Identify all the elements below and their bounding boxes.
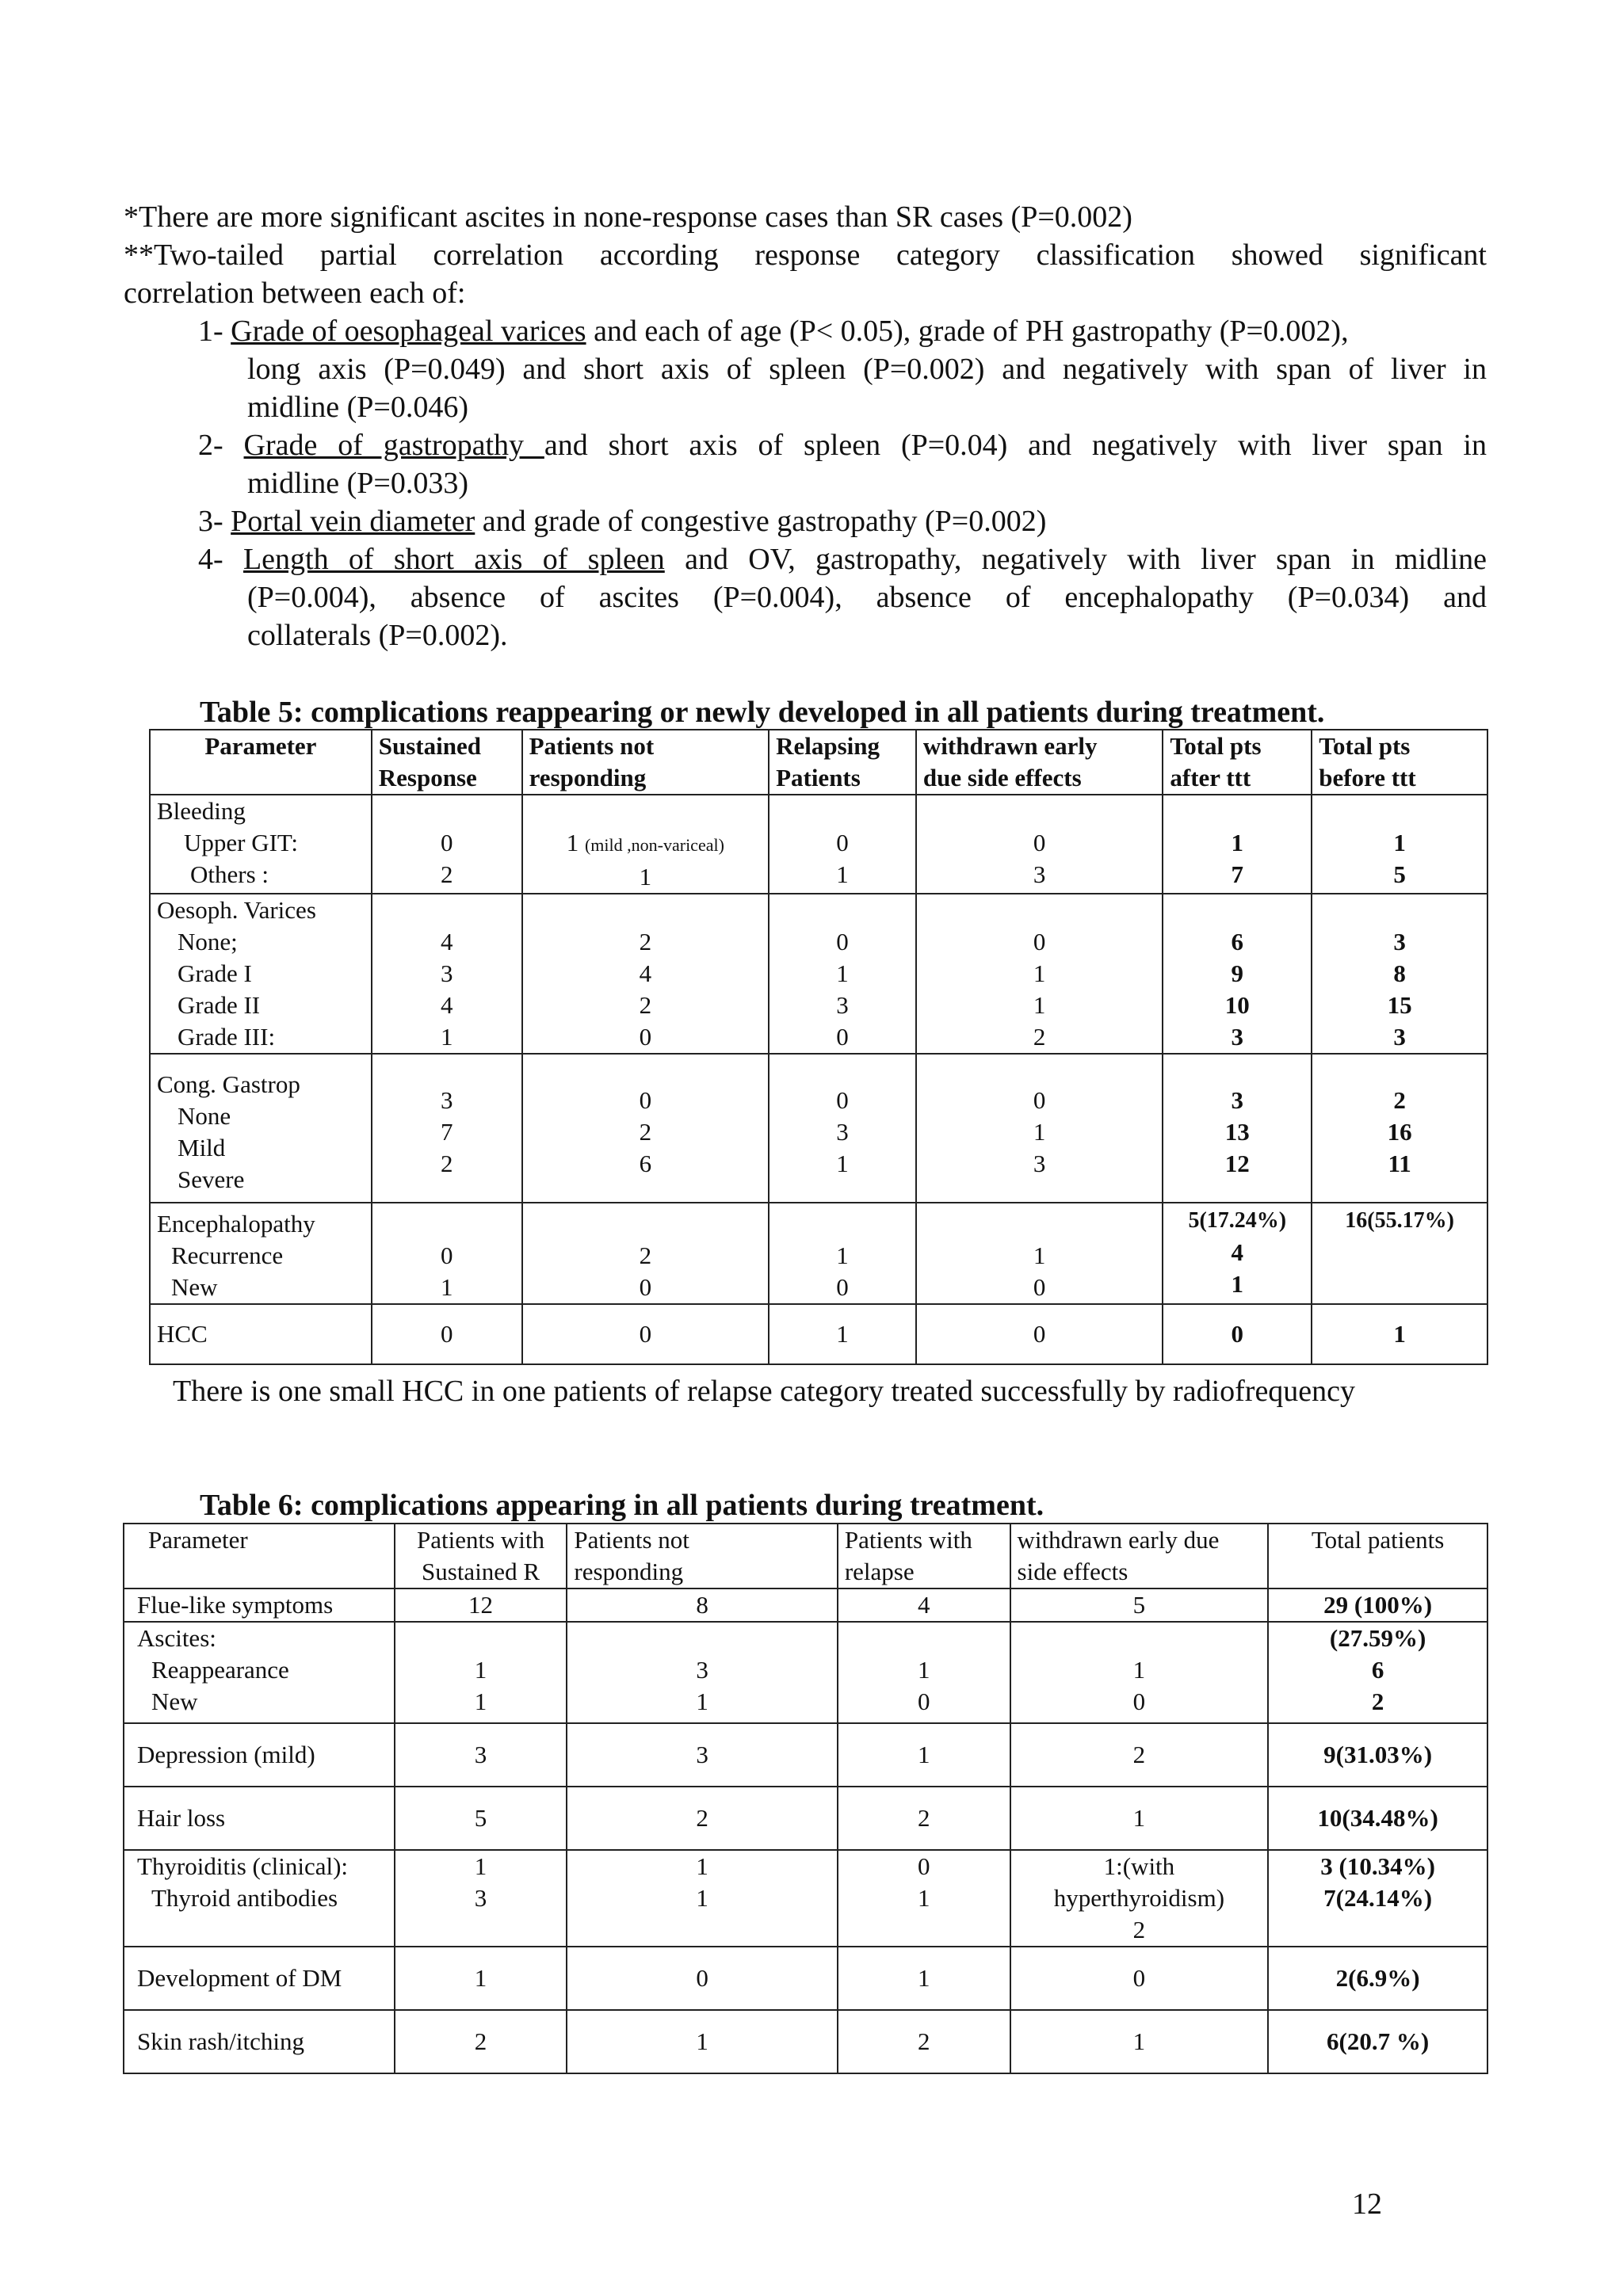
table5-caption: Table 5: complications reappearing or newly developed in all patients during treatment. [200,696,1325,729]
list-item-4: 4- Length of short axis of spleen and OV, gastropathy, negatively with liver span in midline [198,543,1487,576]
table5-hcc-label: HCC [150,1304,372,1364]
table6-row-depression: Depression (mild) 3 3 1 2 9(31.03%) [124,1723,1487,1787]
table5-footnote: There is one small HCC in one patients of relapse category treated successfully by radiofrequency [173,1375,1356,1408]
note-ascites: *There are more significant ascites in none-response cases than SR cases (P=0.002) [124,200,1132,234]
table5-header-relapsing: Relapsing Patients [769,730,916,795]
table6-row-thyroid: Thyroiditis (clinical): Thyroid antibodies 1 3 1 1 0 1 1:(with hyperthyroidism) 2 3 (10.34%) 7(24.14%) [124,1850,1487,1947]
table6-header-row [124,1524,1487,1589]
list-item-1-line3: midline (P=0.046) [247,391,468,424]
table6-header-total: Total patients [1268,1524,1487,1589]
list-item-1: 1- Grade of oesophageal varices and each of age (P< 0.05), grade of PH gastropathy (P=0.002), [198,315,1349,348]
table5-row-encephalopathy: Encephalopathy Recurrence New 0 1 2 0 1 0 1 0 5(17.24%) 4 1 16(55.17%) [150,1203,1487,1304]
table5-row-gastropathy: Cong. Gastrop None Mild Severe 3 7 2 0 2 6 0 3 1 0 1 3 3 13 12 2 16 11 [150,1054,1487,1203]
table5-header-total-after: Total pts after ttt [1163,730,1312,795]
table5-header-not-responding: Patients not responding [522,730,769,795]
list-item-2: 2- Grade of gastropathy and short axis of spleen (P=0.04) and negatively with liver span in [198,429,1487,462]
list-item-3-term: Portal vein diameter [231,505,475,538]
table5 [149,729,1488,1365]
list-item-4-term: Length of short axis of spleen [242,543,665,576]
note-correlation-cont: correlation between each of: [124,277,466,310]
list-item-2-term: Grade of gastropathy [243,429,544,462]
table5-row-bleeding: Bleeding Upper GIT: Others : 0 2 1 (mild ,non-variceal) 1 0 1 0 3 1 7 1 5 [150,795,1487,894]
table5-header-sustained: Sustained Response [372,730,522,795]
table6-row-hair-loss: Hair loss 5 2 2 1 10(34.48%) [124,1787,1487,1850]
table5-header-row [150,730,1487,795]
table5-header-total-before: Total pts before ttt [1312,730,1487,795]
table6-header-relapse: Patients with relapse [838,1524,1010,1589]
table6 [123,1523,1488,2074]
table5-bleeding-label: Bleeding Upper GIT: Others : [150,795,372,894]
table6-caption: Table 6: complications appearing in all patients during treatment. [200,1489,1044,1522]
list-item-4-line3: collaterals (P=0.002). [247,619,508,652]
table5-gastrop-label: Cong. Gastrop None Mild Severe [150,1054,372,1203]
table6-row-ascites: Ascites: Reappearance New 1 1 3 1 1 0 1 0 (27.59%) 6 2 [124,1622,1487,1723]
list-item-1-term: Grade of oesophageal varices [231,315,586,348]
table5-enceph-label: Encephalopathy Recurrence New [150,1203,372,1304]
list-item-3: 3- Portal vein diameter and grade of congestive gastropathy (P=0.002) [198,505,1047,538]
table6-row-dm: Development of DM 1 0 1 0 2(6.9%) [124,1947,1487,2010]
table5-header-parameter: Parameter [150,730,372,795]
table6-row-flue: Flue-like symptoms 12 8 4 5 29 (100%) [124,1589,1487,1622]
note-correlation: **Two-tailed partial correlation according response category classification showed significant [124,238,1487,272]
table6-header-withdrawn: withdrawn early due side effects [1010,1524,1269,1589]
page-number: 12 [1352,2187,1382,2221]
list-item-4-line2: (P=0.004), absence of ascites (P=0.004), absence of encephalopathy (P=0.034) and [247,581,1487,614]
table5-varices-label: Oesoph. Varices None; Grade I Grade II Grade III: [150,894,372,1054]
list-item-1-line2: long axis (P=0.049) and short axis of spleen (P=0.002) and negatively with span of liver in [247,353,1487,386]
table5-header-withdrawn: withdrawn early due side effects [916,730,1163,795]
table6-row-skin: Skin rash/itching 2 1 2 1 6(20.7 %) [124,2010,1487,2073]
list-item-2-line2: midline (P=0.033) [247,467,468,500]
table6-header-parameter: Parameter [124,1524,395,1589]
table5-row-hcc: HCC 0 0 1 0 0 1 [150,1304,1487,1364]
table6-header-not-responding: Patients not responding [567,1524,837,1589]
table5-row-varices: Oesoph. Varices None; Grade I Grade II Grade III: 4 3 4 1 2 4 2 0 0 1 3 0 0 1 1 2 6 9 10 3 3 8 15 3 [150,894,1487,1054]
table6-header-sustained: Patients with Sustained R [395,1524,567,1589]
